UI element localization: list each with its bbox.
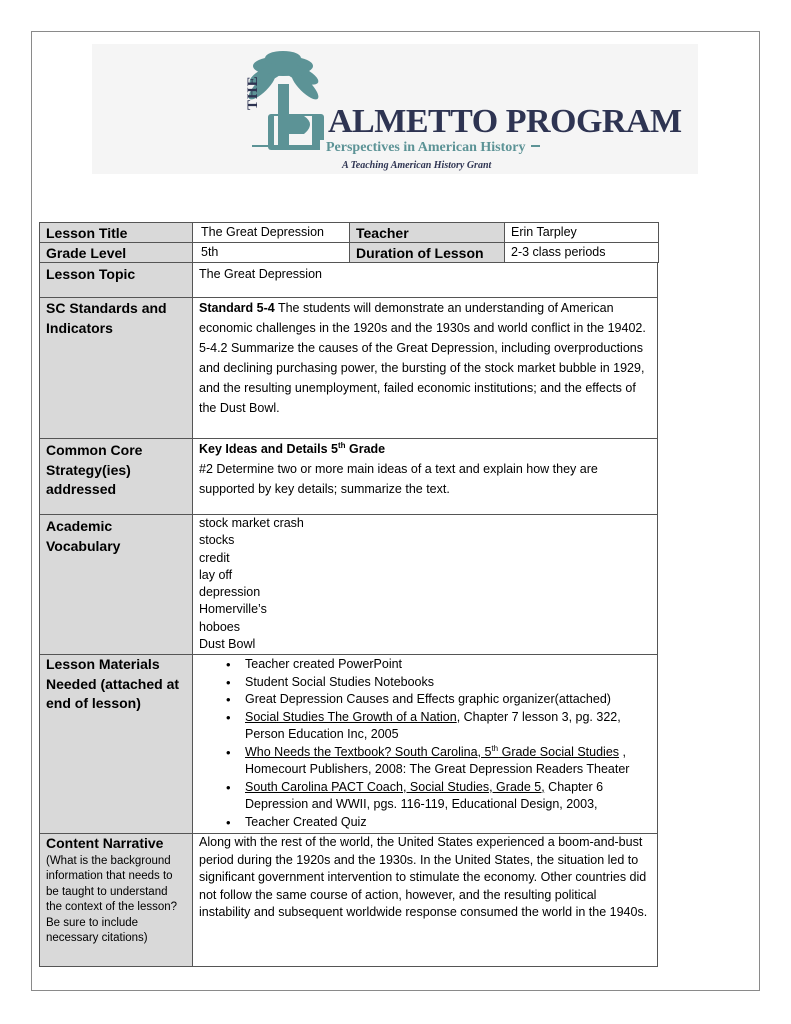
material-book-title-grade: Grade Social Studies (498, 744, 620, 759)
common-core-heading (199, 439, 651, 459)
narrative-label: Content Narrative (46, 835, 164, 851)
logo-subtitle: Perspectives in American History (320, 140, 531, 156)
common-core-label: Common Core Strategy(ies) addressed (39, 438, 193, 515)
narrative-text: Along with the rest of the world, the United States experienced a boom-and-bust period during the 1920s and the 1930s. In the United States, the situation led to significant government intervention to stimulate the economy. Other countries did not follow the same course of action, however, and the resulting political instability and subsequent worldwide response consumed the world in the 1940s. (192, 833, 658, 967)
material-item (245, 779, 651, 814)
material-item (245, 744, 651, 779)
material-book-details: , Homecourt Publishers, 2008: The Great Depression Readers Theater (245, 744, 630, 776)
material-item: • Student Social Studies Notebooks (245, 674, 651, 692)
material-book-details: , Chapter 7 lesson 3, pg. 322, Person Education Inc, 2005 (245, 709, 621, 741)
logo-title-rest: ALMETTO PROGRAM (328, 103, 682, 140)
logo-the-text: THE (245, 75, 261, 110)
vocabulary-list (192, 514, 658, 655)
duration-label: Duration of Lesson (349, 242, 505, 263)
teacher-label: Teacher (349, 222, 505, 243)
vocab-item: hoboes (199, 619, 241, 634)
standards-content (192, 297, 658, 439)
common-core-heading-sup: th (337, 440, 346, 450)
vocab-item: lay off (199, 567, 233, 582)
material-book-title: South Carolina PACT Coach, Social Studies, Grade 5, (245, 779, 545, 794)
materials-label: Lesson Materials Needed (attached at end of lesson) (39, 654, 193, 834)
material-book-title (245, 745, 619, 759)
material-book-title-sup: th (491, 743, 499, 753)
standard-paragraph (199, 298, 651, 338)
vocabulary-label: Academic Vocabulary (39, 514, 193, 655)
grade-level-value: 5th (192, 242, 350, 263)
material-item: • Teacher created PowerPoint (245, 656, 651, 674)
teacher-value: Erin Tarpley (504, 222, 659, 243)
material-book-title-text: Who Needs the Textbook? South Carolina, 5 (245, 744, 492, 759)
vocab-item: stocks (199, 533, 235, 548)
lesson-title-value: The Great Depression (192, 222, 350, 243)
grade-level-label: Grade Level (39, 242, 193, 263)
standard-heading: Standard 5-4 (199, 301, 275, 315)
standard-text: The students will demonstrate an understanding of American economic challenges in the 1920s and the 1930s and world conflict in the 19402. (199, 301, 646, 335)
material-item: • Great Depression Causes and Effects graphic organizer(attached) (245, 691, 651, 709)
vocab-item: depression (199, 585, 261, 600)
material-book-title: Social Studies The Growth of a Nation (245, 709, 457, 724)
common-core-content (192, 438, 658, 515)
common-core-heading-grade: Grade (345, 442, 386, 456)
material-book-details: Chapter 6 Depression and WWII, pgs. 116-119, Educational Design, 2003, (245, 779, 604, 811)
materials-list (192, 654, 658, 834)
palmetto-program-logo (92, 44, 698, 174)
common-core-text: #2 Determine two or more main ideas of a text and explain how they are supported by key details; summarize the text. (199, 462, 598, 496)
lesson-topic-value: The Great Depression (192, 262, 658, 298)
vocab-item: Homerville’s (199, 602, 267, 617)
standards-label: SC Standards and Indicators (39, 297, 193, 439)
common-core-heading-text: Key Ideas and Details 5 (199, 442, 338, 456)
indicator-paragraph: 5-4.2 Summarize the causes of the Great Depression, including overproductions and declining purchasing power, the bursting of the stock market bubble in 1929, and the resulting unemployment, failed economic institutions; and the effects of the Dust Bowl. (199, 341, 645, 415)
duration-value: 2-3 class periods (504, 242, 659, 263)
logo-tagline: A Teaching American History Grant (342, 160, 492, 171)
material-item: • Teacher Created Quiz (245, 814, 651, 832)
logo-title (328, 104, 682, 140)
narrative-label-cell (39, 833, 193, 967)
vocab-item: Dust Bowl (199, 637, 256, 652)
lesson-topic-label: Lesson Topic (39, 262, 193, 298)
narrative-sublabel: (What is the background information that needs to be taught to understand the context of the lesson? Be sure to include necessary citations) (46, 854, 178, 944)
vocab-item: stock market crash (199, 516, 304, 530)
vocab-item: credit (199, 550, 230, 565)
lesson-title-label: Lesson Title (39, 222, 193, 243)
material-item (245, 709, 651, 744)
